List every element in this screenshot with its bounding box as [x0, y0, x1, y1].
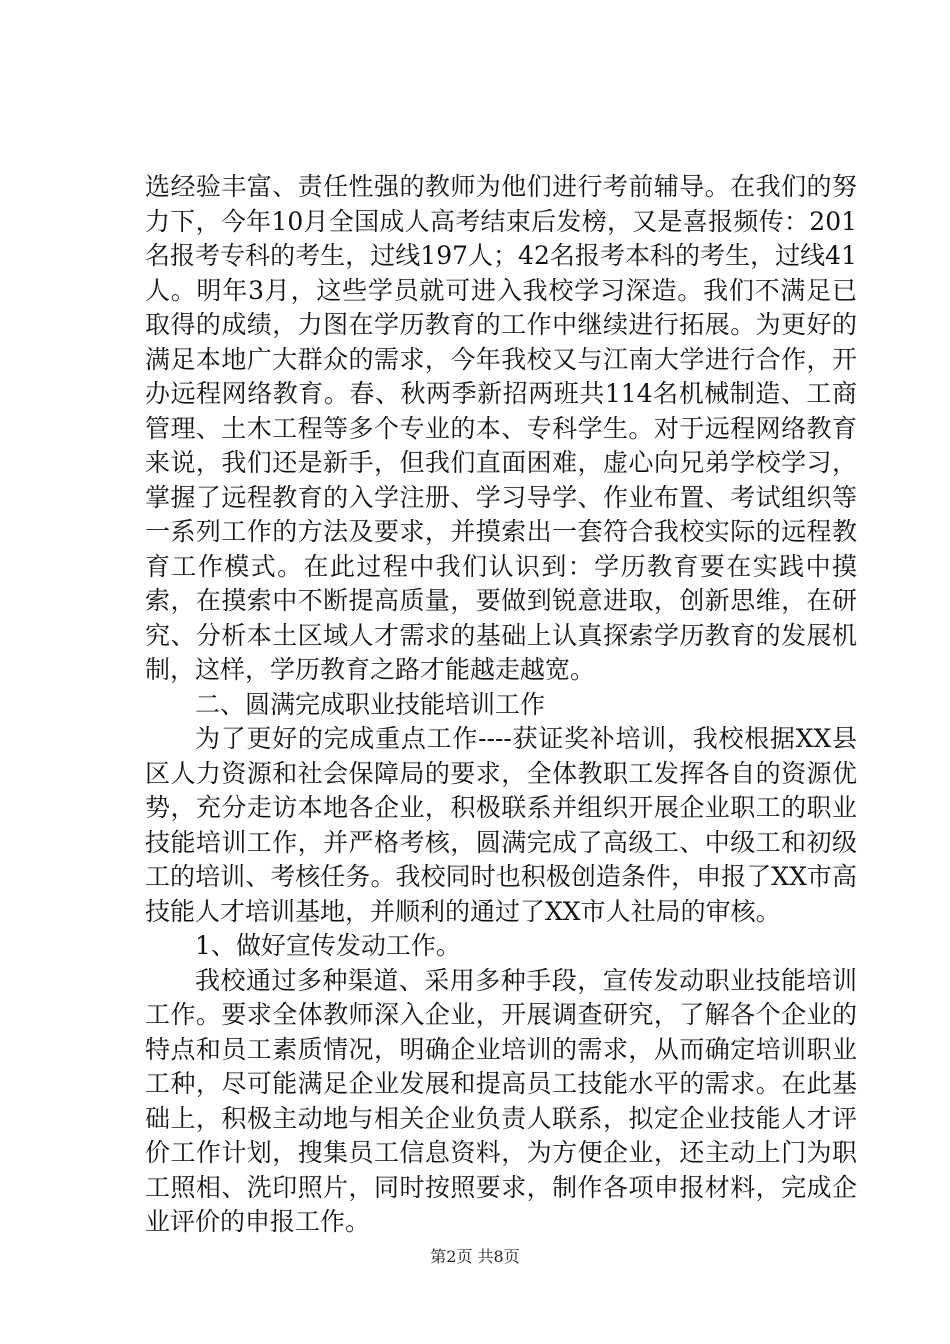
section-heading: 二、圆满完成职业技能培训工作 — [195, 689, 546, 719]
subsection-heading: 1、做好宣传发动工作。 — [195, 931, 461, 960]
paragraph-continuation: 选经验丰富、责任性强的教师为他们进行考前辅导。在我们的努力下，今年10月全国成人高考结束后发榜，又是喜报频传：201名报考专科的考生，过线197人；42名报考本科的考生，过线41人。明年3月，这些学员就可进入我校学习深造。我们不满足已取得的成绩，力图在学历教育的工作中继续进行拓展。为更好的满足本地广大群众的需求，今年我校又与江南大学进行合作，开办远程网络教育。春、秋两季新招两班共114名机械制造、工商管理、土木工程等多个专业的本、专科学生。对于远程网络教育来说，我们还是新手，但我们直面困难，虚心向兄弟学校学习，掌握了远程教育的入学注册、学习导学、作业布置、考试组织等一系列工作的方法及要求，并摸索出一套符合我校实际的远程教育工作模式。在此过程中我们认识到：学历教育要在实践中摸索，在摸索中不断提高质量，要做到锐意进取，创新思维，在研究、分析本土区域人才需求的基础上认真探索学历教育的发展机制，这样，学历教育之路才能越走越宽。 — [145, 172, 857, 684]
document-body — [145, 170, 857, 1240]
paragraph: 我校通过多种渠道、采用多种手段，宣传发动职业技能培训工作。要求全体教师深入企业，开展调查研究，了解各个企业的特点和员工素质情况，明确企业培训的需求，从而确定培训职业工种，尽可能满足企业发展和提高员工技能水平的需求。在此基础上，积极主动地与相关企业负责人联系，拟定企业技能人才评价工作计划，搜集员工信息资料，为方便企业，还主动上门为职工照相、洗印照片，同时按照要求，制作各项申报材料，完成企业评价的申报工作。 — [145, 965, 857, 1236]
paragraph: 为了更好的完成重点工作----获证奖补培训，我校根据XX县区人力资源和社会保障局的要求，全体教职工发挥各自的资源优势，充分走访本地各企业，积极联系并组织开展企业职工的职业技能培训工作，并严格考核，圆满完成了高级工、中级工和初级工的培训、考核任务。我校同时也积极创造条件，申报了XX市高技能人才培训基地，并顺利的通过了XX市人社局的审核。 — [145, 724, 857, 926]
page-number: 第2页 共8页 — [430, 1247, 520, 1266]
